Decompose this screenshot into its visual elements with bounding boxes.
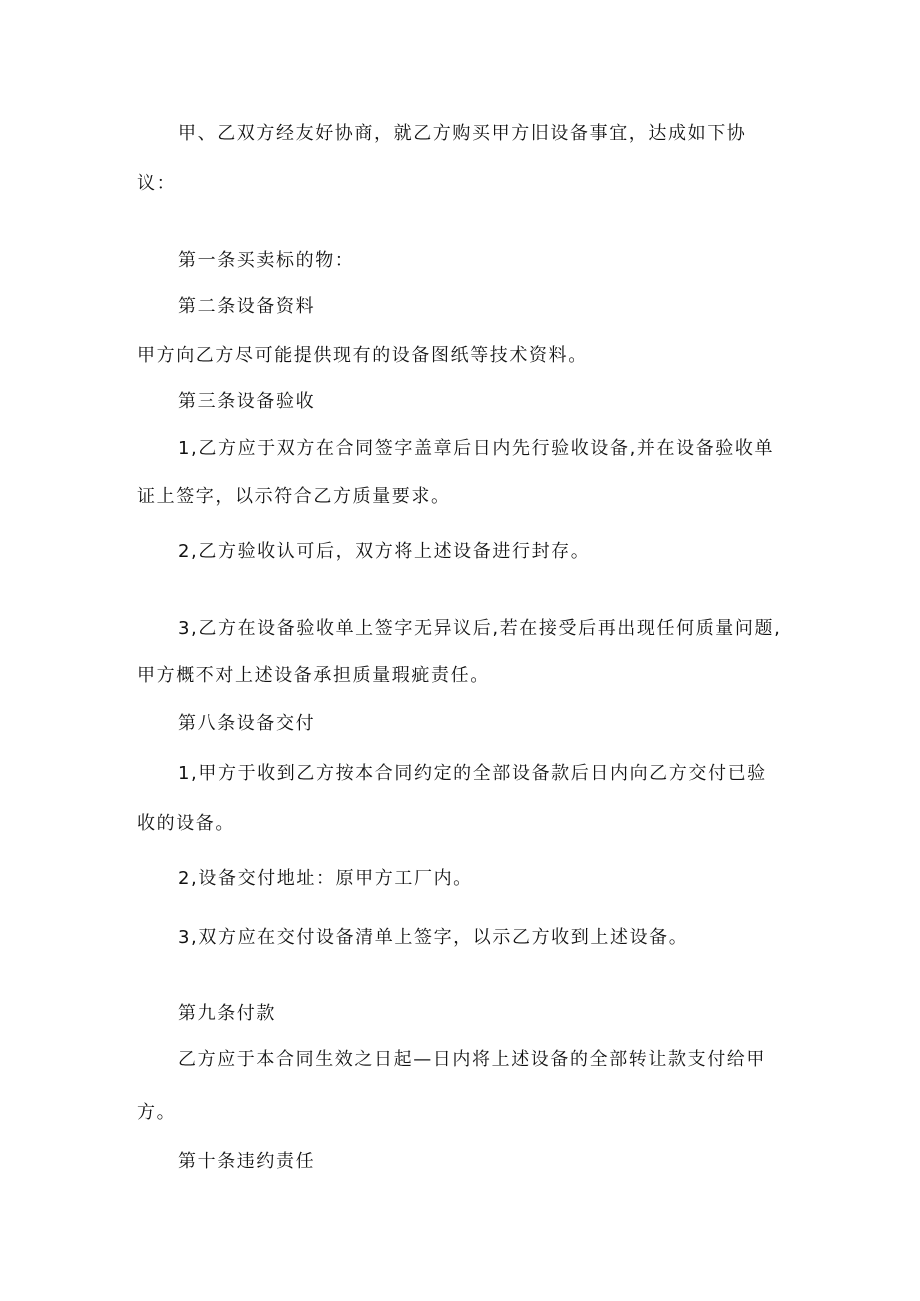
article-8-clause-3: 3,双方应在交付设备清单上签字，以示乙方收到上述设备。 [178,927,689,948]
article-9-body-line-2: 方。 [137,1102,177,1123]
article-3-clause-3-line-2: 甲方概不对上述设备承担质量瑕疵责任。 [137,665,490,686]
article-8-clause-1-line-1: 1,甲方于收到乙方按本合同约定的全部设备款后日内向乙方交付已验 [178,763,767,784]
article-3-clause-1-line-1: 1,乙方应于双方在合同签字盖章后日内先行验收设备,并在设备验收单 [178,438,775,459]
article-1-heading: 第一条买卖标的物： [178,250,355,271]
article-9-body-line-1: 乙方应于本合同生效之日起—日内将上述设备的全部转让款支付给甲 [178,1049,766,1070]
intro-paragraph-line-2: 议： [137,173,177,194]
article-3-clause-2: 2,乙方验收认可后，双方将上述设备进行封存。 [178,541,591,562]
article-2-heading: 第二条设备资料 [178,296,316,317]
article-10-heading: 第十条违约责任 [178,1151,316,1172]
article-8-clause-1-line-2: 收的设备。 [137,813,235,834]
article-8-clause-2: 2,设备交付地址：原甲方工厂内。 [178,868,473,889]
article-2-body: 甲方向乙方尽可能提供现有的设备图纸等技术资料。 [137,345,588,366]
article-8-heading: 第八条设备交付 [178,713,316,734]
intro-paragraph-line-1: 甲、乙双方经友好协商，就乙方购买甲方旧设备事宜，达成如下协 [178,123,747,144]
article-9-heading: 第九条付款 [178,1003,276,1024]
article-3-heading: 第三条设备验收 [178,391,316,412]
article-3-clause-1-line-2: 证上签字，以示符合乙方质量要求。 [137,486,451,507]
article-3-clause-3-line-1: 3,乙方在设备验收单上签字无异议后,若在接受后再出现任何质量问题, [178,618,782,639]
